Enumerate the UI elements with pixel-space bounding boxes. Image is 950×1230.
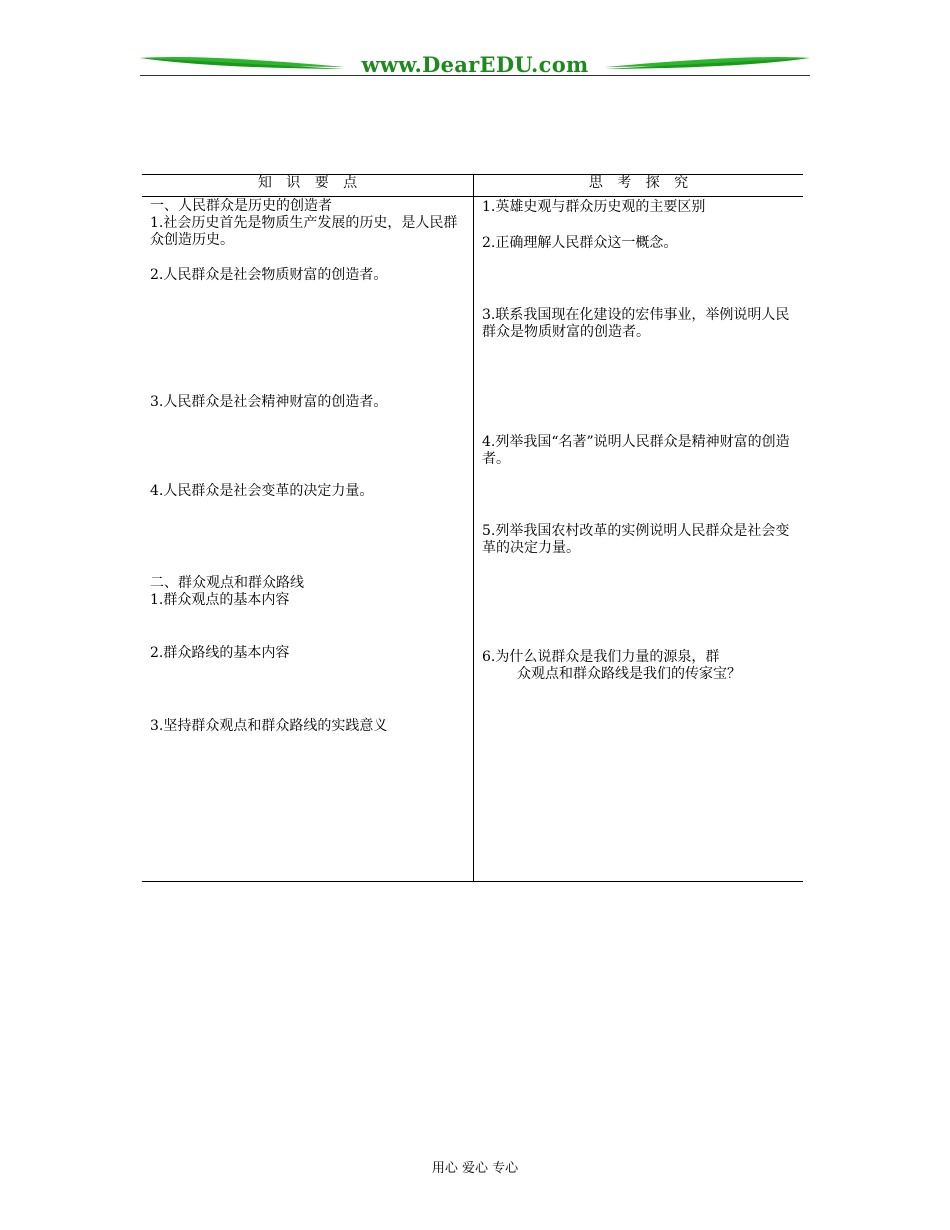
question-item: 1.英雄史观与群众历史观的主要区别 bbox=[482, 199, 706, 215]
knowledge-item: 1.群众观点的基本内容 bbox=[150, 592, 290, 608]
site-logo-text[interactable]: www.DearEDU.com bbox=[361, 52, 589, 77]
page-footer: 用心 爱心 专心 bbox=[431, 1161, 519, 1176]
question-item-line2: 众观点和群众路线是我们的传家宝？ bbox=[517, 666, 741, 682]
question-item: 3.联系我国现在化建设的宏伟事业，举例说明人民群众是物质财富的创造者。 bbox=[482, 307, 790, 340]
knowledge-item: 4.人民群众是社会变革的决定力量。 bbox=[150, 483, 374, 499]
page-header bbox=[140, 50, 810, 80]
table-column-divider bbox=[473, 174, 474, 882]
question-item: 2.正确理解人民群众这一概念。 bbox=[482, 235, 678, 251]
column-header-knowledge: 知 识 要 点 bbox=[257, 175, 358, 191]
section1-title: 一、人民群众是历史的创造者 bbox=[150, 198, 332, 214]
knowledge-item: 1.社会历史首先是物质生产发展的历史，是人民群众创造历史。 bbox=[150, 215, 458, 248]
knowledge-item: 3.坚持群众观点和群众路线的实践意义 bbox=[150, 718, 388, 734]
section2-title: 二、群众观点和群众路线 bbox=[150, 575, 304, 591]
question-item: 5.列举我国农村改革的实例说明人民群众是社会变革的决定力量。 bbox=[482, 523, 790, 556]
knowledge-item: 2.人民群众是社会物质财富的创造者。 bbox=[150, 267, 388, 283]
knowledge-item: 2.群众路线的基本内容 bbox=[150, 645, 290, 661]
knowledge-item: 3.人民群众是社会精神财富的创造者。 bbox=[150, 394, 388, 410]
question-item-line1: 6.为什么说群众是我们力量的源泉，群 bbox=[482, 649, 720, 665]
column-header-thinking: 思 考 探 究 bbox=[588, 175, 689, 191]
header-divider bbox=[140, 75, 810, 76]
question-item: 4.列举我国“名著”说明人民群众是精神财富的创造者。 bbox=[482, 434, 790, 467]
study-table bbox=[142, 174, 803, 882]
